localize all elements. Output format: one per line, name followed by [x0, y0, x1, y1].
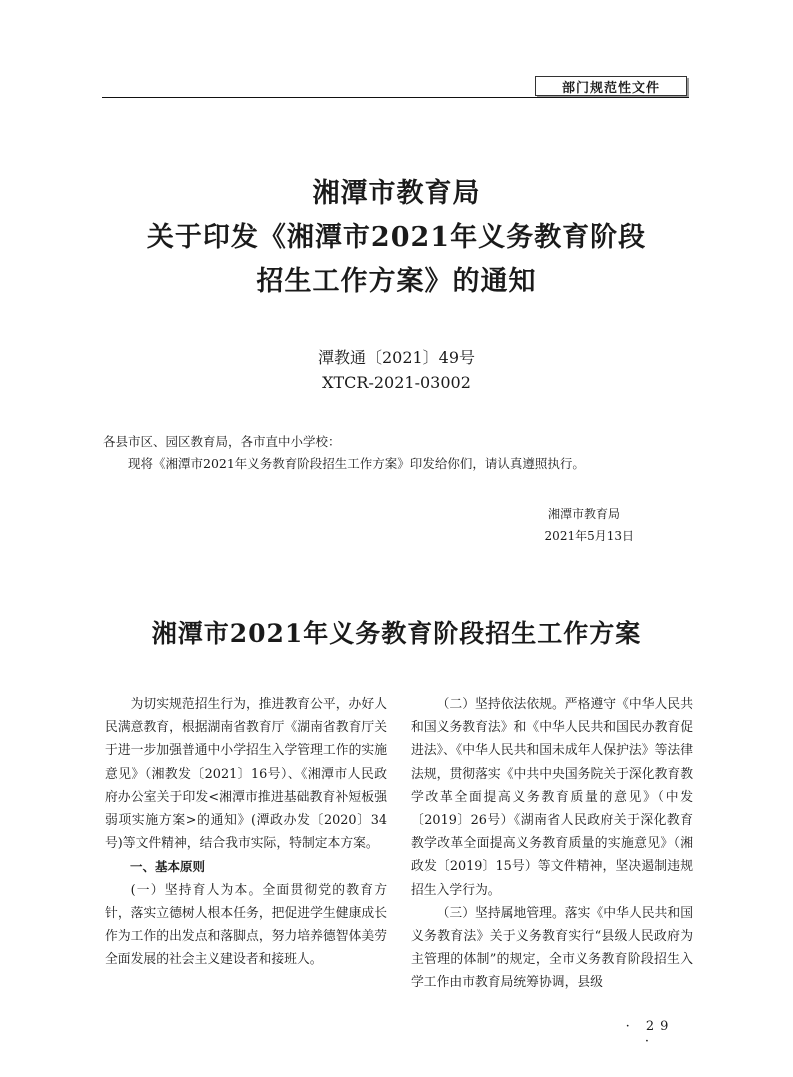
left-column [105, 693, 387, 971]
notice-title-line-2: 关于印发《湘潭市2021年义务教育阶段 [146, 222, 647, 253]
plan-title: 湘潭市2021年义务教育阶段招生工作方案 [151, 619, 642, 648]
document-number: 潭教通〔2021〕49号 [317, 348, 476, 367]
left-para-2: (一）坚持育人为本。全面贯彻党的教育方针，落实立德树人根本任务，把促进学生健康成长作为工作的出发点和落脚点，努力培养德智体美劳全面发展的社会主义建设者和接班人。 [105, 882, 387, 968]
issuer: 湘潭市教育局 [547, 507, 620, 521]
notice-title-line-3: 招生工作方案》的通知 [256, 266, 537, 297]
category-badge: 部门规范性文件 [535, 76, 687, 96]
header-rule [102, 97, 689, 98]
document-code: XTCR-2021-03002 [322, 373, 471, 392]
section-heading: 一、基本原则 [130, 859, 206, 875]
addressee: 各县市区、园区教育局，各市直中小学校： [103, 434, 341, 449]
notice-title-line-1: 湘潭市教育局 [312, 178, 481, 209]
right-para-2: （三）坚持属地管理。落实《中华人民共和国义务教育法》关于义务教育实行“县级人民政府为主管理的体制”的规定，全市义务教育阶段招生入学工作由市教育局统筹协调，县级 [411, 905, 693, 991]
issue-date: 2021年5月13日 [544, 529, 634, 543]
right-para-1: （二）坚持依法依规。严格遵守《中华人民共和国义务教育法》和《中华人民共和国民办教育促进法》、《中华人民共和国未成年人保护法》等法律法规，贯彻落实《中共中央国务院关于深化教育教学改革全面提高义务教育质量的意见》（中发〔2019〕26号）《湖南省人民政府关于深化教育教学改革全面提高义务教育质量的实施意见》（湘政发〔2019〕15号）等文件精神，坚决遏制违规招生入学行为。 [411, 697, 693, 898]
page-number: · 29 · [625, 1019, 675, 1049]
left-para-1: 为切实规范招生行为，推进教育公平，办好人民满意教育，根据湖南省教育厅《湖南省教育厅关于进一步加强普通中小学招生入学管理工作的实施意见》（湘教发〔2021〕16号）、《湘潭市人民政府办公室关于印发<湘潭市推进基础教育补短板强弱项实施方案>的通知》(潭政办发〔2020〕34号)等文件精神，结合我市实际，特制定本方案。 [105, 697, 387, 852]
right-column [411, 693, 693, 995]
notice-body: 现将《湘潭市2021年义务教育阶段招生工作方案》印发给你们，请认真遵照执行。 [128, 456, 585, 471]
